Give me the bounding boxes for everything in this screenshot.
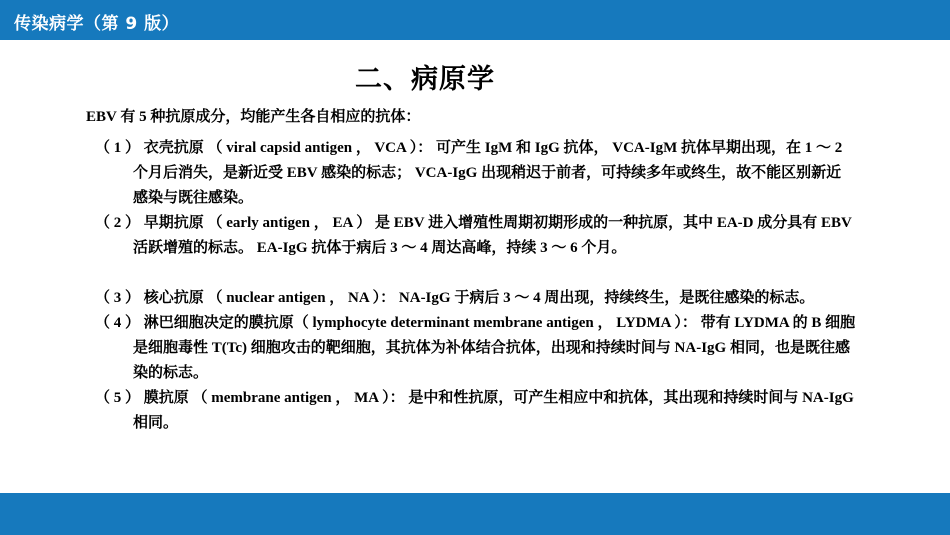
intro-text: EBV 有 5 种抗原成分，均能产生各自相应的抗体： <box>86 109 421 125</box>
antigen-item-vca: （ 1 ） 衣壳抗原 （ viral capsid antigen ， VCA ）： 可产生 IgM 和 IgG 抗体， VCA-IgM 抗体早期出现，在 1 ～ 2 个月后消失，是新近受 EBV 感染的标志； VCA-IgG 出现稍迟于前者，可持续多年或终生，故不能区别新近感染与既往感染。 <box>95 140 843 206</box>
antigen-item-na: （ 3 ） 核心抗原 （ nuclear antigen ， NA ）： NA-IgG 于病后 3 ～ 4 周出现，持续终生，是既往感染的标志。 <box>95 290 815 306</box>
header-bar <box>0 0 950 40</box>
slide-title: 二、病原学 <box>355 64 495 95</box>
antigen-item-ma: （ 5 ） 膜抗原 （ membrane antigen ， MA ）： 是中和性抗原，可产生相应中和抗体，其出现和持续时间与 NA-IgG 相同。 <box>95 390 854 431</box>
footer-bar <box>0 493 950 535</box>
course-title: 传染病学（第 9 版） <box>14 14 180 34</box>
antigen-item-lydma: （ 4 ） 淋巴细胞决定的膜抗原（ lymphocyte determinant membrane antigen ， LYDMA ）： 带有 LYDMA 的 B 细胞是细胞毒性 T(Tc) 细胞攻击的靶细胞，其抗体为补体结合抗体，出现和持续时间与 NA-IgG 相同，也是既往感染的标志。 <box>95 315 856 381</box>
slide-content <box>86 105 856 436</box>
antigen-item-ea: （ 2 ） 早期抗原 （ early antigen ， EA ） 是 EBV 进入增殖性周期初期形成的一种抗原，其中 EA-D 成分具有 EBV 活跃增殖的标志。 EA-IgG 抗体于病后 3 ～ 4 周达高峰，持续 3 ～ 6 个月。 <box>95 215 852 256</box>
spacer <box>86 261 856 286</box>
